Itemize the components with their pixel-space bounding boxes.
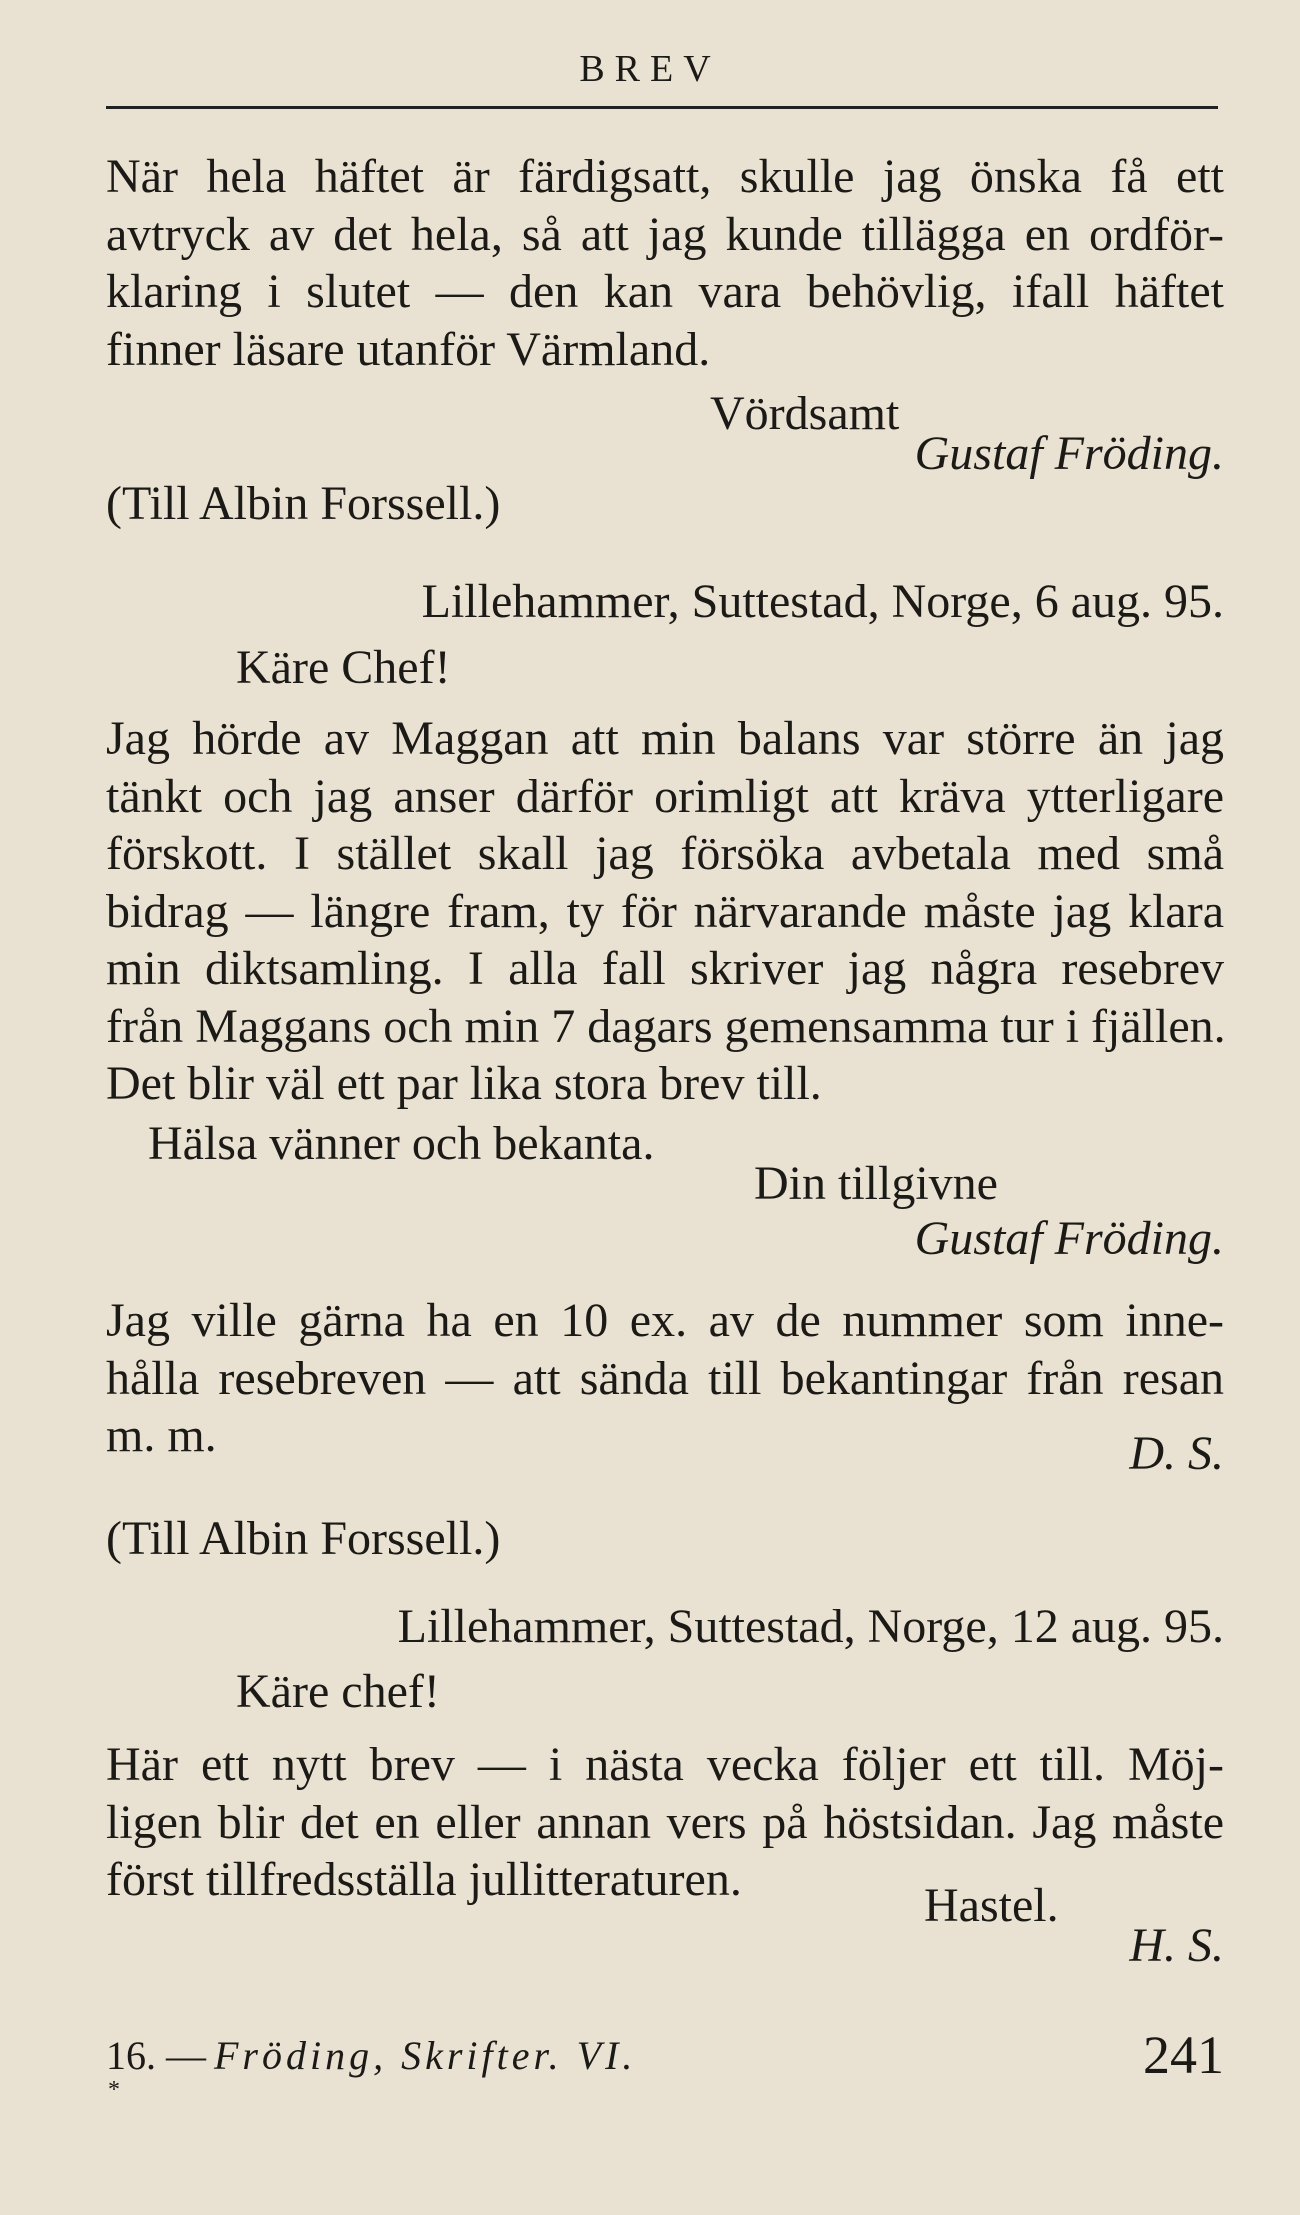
letter1-paragraph	[106, 148, 1224, 378]
letter2-greeting: Hälsa vänner och bekanta.	[148, 1117, 655, 1170]
text-line: Jag ville gärna ha en 10 ex. av de nummer som inne-	[106, 1294, 1224, 1347]
text-line: min diktsamling. I alla fall skriver jag några resebrev	[106, 942, 1224, 995]
running-head: BREV	[579, 48, 721, 90]
text-line: Här ett nytt brev — i nästa vecka följer ett till. Möj-	[106, 1738, 1224, 1791]
letter3-closing: Hastel.	[924, 1879, 1059, 1932]
text-line: från Maggans och min 7 dagars gemensamma tur i fjällen.	[106, 999, 1226, 1053]
footer-book-title: Fröding, Skrifter. VI.	[214, 2033, 637, 2078]
text-line: tänkt och jag anser därför orimligt att kräva ytterligare	[106, 769, 1224, 823]
text-line: först tillfredsställa jullitteraturen.	[106, 1853, 742, 1906]
text-line: avtryck av det hela, så att jag kunde tillägga en ordför-	[106, 207, 1224, 261]
letter2-signature: Gustaf Fröding.	[914, 1212, 1224, 1265]
letter3-initials: H. S.	[1129, 1919, 1224, 1972]
header-rule	[106, 106, 1218, 109]
footer-signature-mark: 16. —	[106, 2033, 206, 2078]
text-line: Jag hörde av Maggan att min balans var större än jag	[106, 712, 1224, 765]
text-line: Det blir väl ett par lika stora brev till.	[106, 1057, 822, 1110]
letter3-salutation: Käre chef!	[236, 1665, 440, 1718]
letter1-signature: Gustaf Fröding.	[914, 427, 1224, 480]
letter2-closing: Din tillgivne	[754, 1157, 998, 1210]
letter2-paragraph	[106, 710, 1224, 1113]
letter2-postscript-initials: D. S.	[1129, 1427, 1224, 1480]
letter1-closing: Vördsamt	[710, 387, 900, 440]
letter2-postscript	[106, 1292, 1224, 1465]
text-line: När hela häftet är färdigsatt, skulle jag önska få ett	[106, 150, 1224, 203]
text-line: ligen blir det en eller annan vers på höstsidan. Jag måste	[106, 1795, 1224, 1849]
text-line: bidrag — längre fram, ty för närvarande måste jag klara	[106, 884, 1224, 938]
text-line: finner läsare utanför Värmland.	[106, 322, 711, 376]
letter3-dateline: Lillehammer, Suttestad, Norge, 12 aug. 95.	[397, 1600, 1224, 1653]
letter2-salutation: Käre Chef!	[236, 641, 451, 694]
letter2-recipient: (Till Albin Forssell.)	[106, 477, 501, 530]
text-line: klaring i slutet — den kan vara behövlig, ifall häftet	[106, 265, 1224, 318]
text-line: hålla resebreven — att sända till bekantingar från resan	[106, 1351, 1224, 1405]
letter2-dateline: Lillehammer, Suttestad, Norge, 6 aug. 95.	[421, 575, 1224, 628]
text-line: förskott. I stället skall jag försöka avbetala med små	[106, 827, 1224, 880]
footer-asterisk: *	[108, 2077, 120, 2103]
text-line: m. m.	[106, 1409, 217, 1462]
page-number: 241	[1143, 2025, 1224, 2085]
letter3-recipient: (Till Albin Forssell.)	[106, 1512, 501, 1565]
